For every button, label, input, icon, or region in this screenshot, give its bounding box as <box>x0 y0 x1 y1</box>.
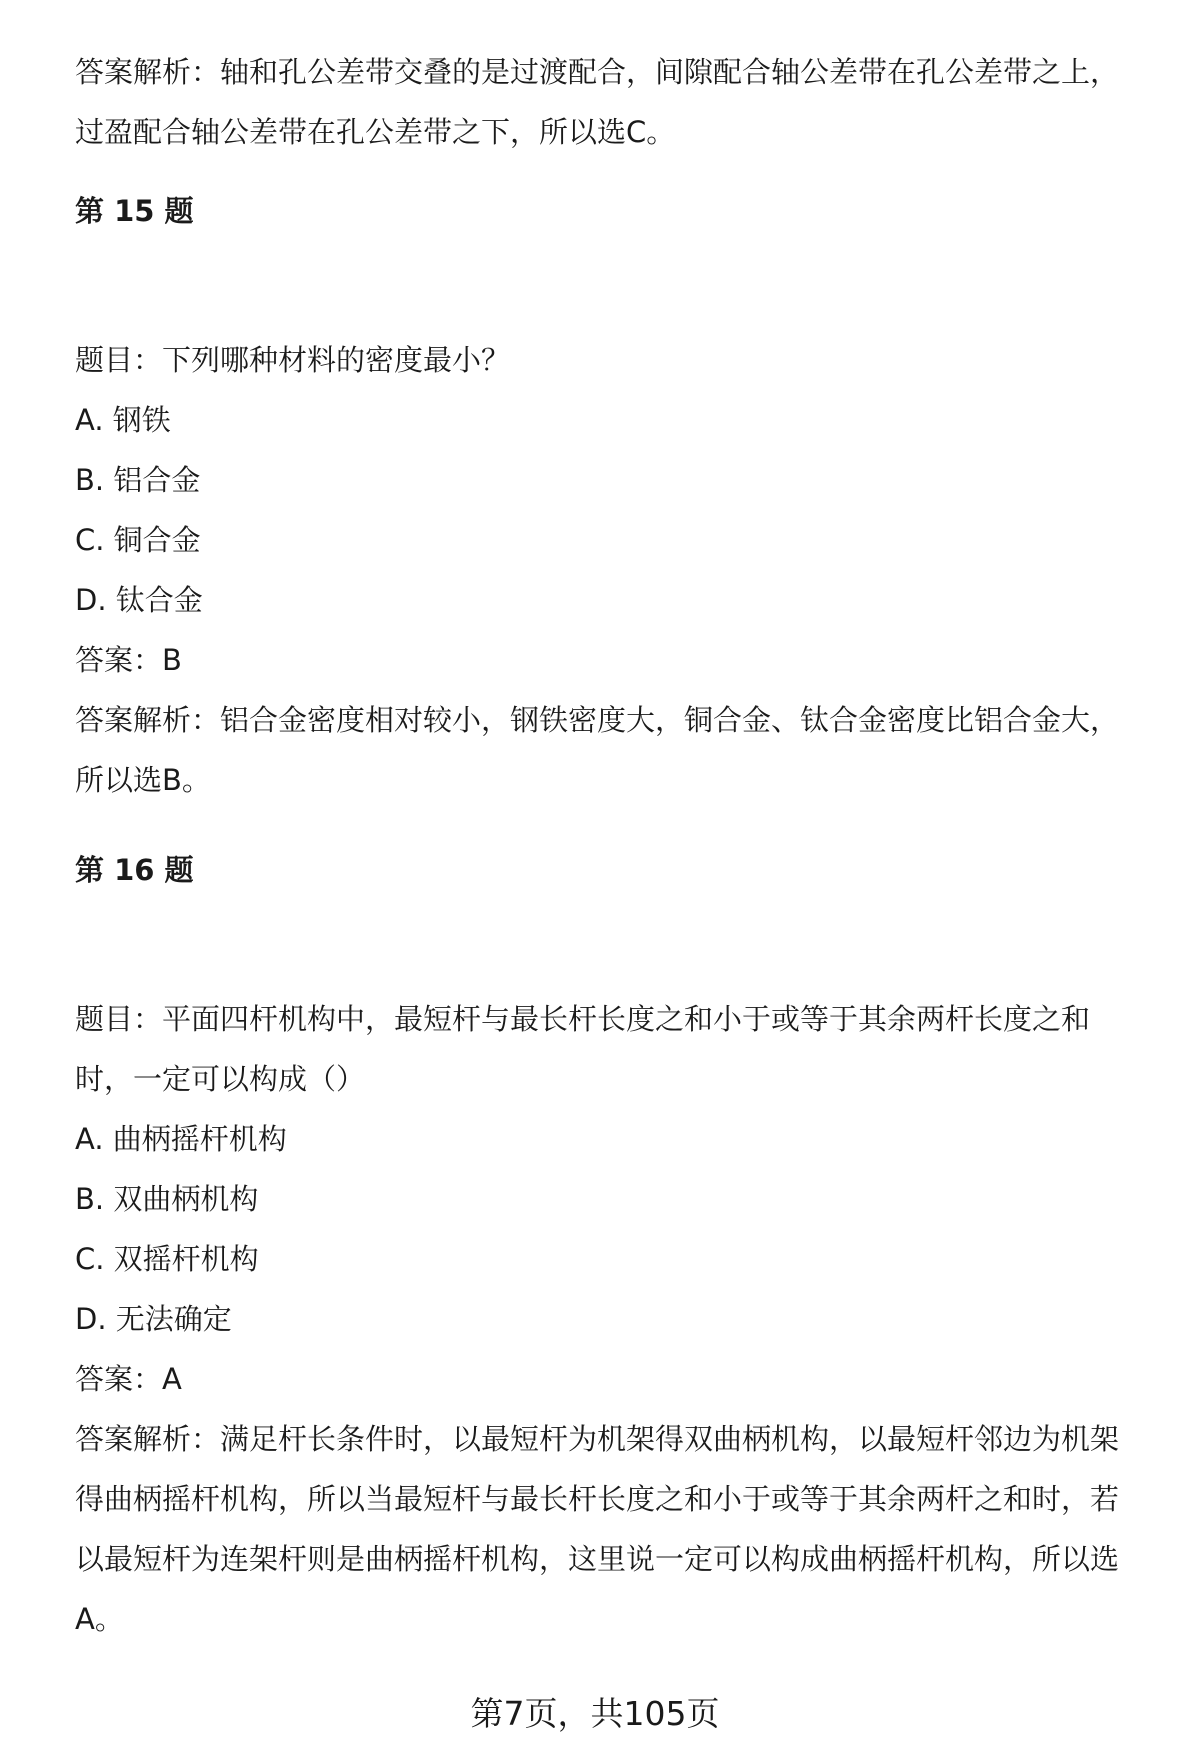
question-16-option-a: A. 曲柄摇杆机构 <box>75 1122 287 1156</box>
page-number-footer: 第7页，共105页 <box>470 1694 720 1733</box>
question-16-analysis-line-3: 以最短杆为连架杆则是曲柄摇杆机构，这里说一定可以构成曲柄摇杆机构，所以选 <box>75 1542 1120 1576</box>
question-15-option-c: C. 铜合金 <box>75 523 201 557</box>
question-15-text: 题目：下列哪种材料的密度最小？ <box>75 343 511 377</box>
question-16-text-line-1: 题目：平面四杆机构中，最短杆与最长杆长度之和小于或等于其余两杆长度之和 <box>75 1002 1091 1036</box>
question-15-heading: 第 15 题 <box>75 194 194 228</box>
question-16-heading: 第 16 题 <box>75 853 194 887</box>
question-16-analysis-line-4: A。 <box>75 1602 124 1636</box>
document-page <box>75 0 1175 1649</box>
question-15-option-a: A. 钢铁 <box>75 403 171 437</box>
question-16-answer: 答案：A <box>75 1362 182 1396</box>
question-15-answer: 答案：B <box>75 643 182 677</box>
question-16-analysis-line-1: 答案解析：满足杆长条件时，以最短杆为机架得双曲柄机构，以最短杆邻边为机架 <box>75 1422 1120 1456</box>
question-16-option-b: B. 双曲柄机构 <box>75 1182 259 1216</box>
prev-analysis-line-1: 答案解析：轴和孔公差带交叠的是过渡配合，间隙配合轴公差带在孔公差带之上， <box>75 55 1120 89</box>
question-15-option-b: B. 铝合金 <box>75 463 201 497</box>
question-16-analysis-line-2: 得曲柄摇杆机构，所以当最短杆与最长杆长度之和小于或等于其余两杆之和时，若 <box>75 1482 1120 1516</box>
question-16-option-d: D. 无法确定 <box>75 1302 232 1336</box>
question-15-analysis-line-1: 答案解析：铝合金密度相对较小，钢铁密度大，铜合金、钛合金密度比铝合金大， <box>75 703 1120 737</box>
question-16-text-line-2: 时，一定可以构成（） <box>75 1062 366 1096</box>
question-16-option-c: C. 双摇杆机构 <box>75 1242 259 1276</box>
prev-analysis-line-2: 过盈配合轴公差带在孔公差带之下，所以选C。 <box>75 115 676 149</box>
question-15-analysis-line-2: 所以选B。 <box>75 763 211 797</box>
question-15-option-d: D. 钛合金 <box>75 583 203 617</box>
